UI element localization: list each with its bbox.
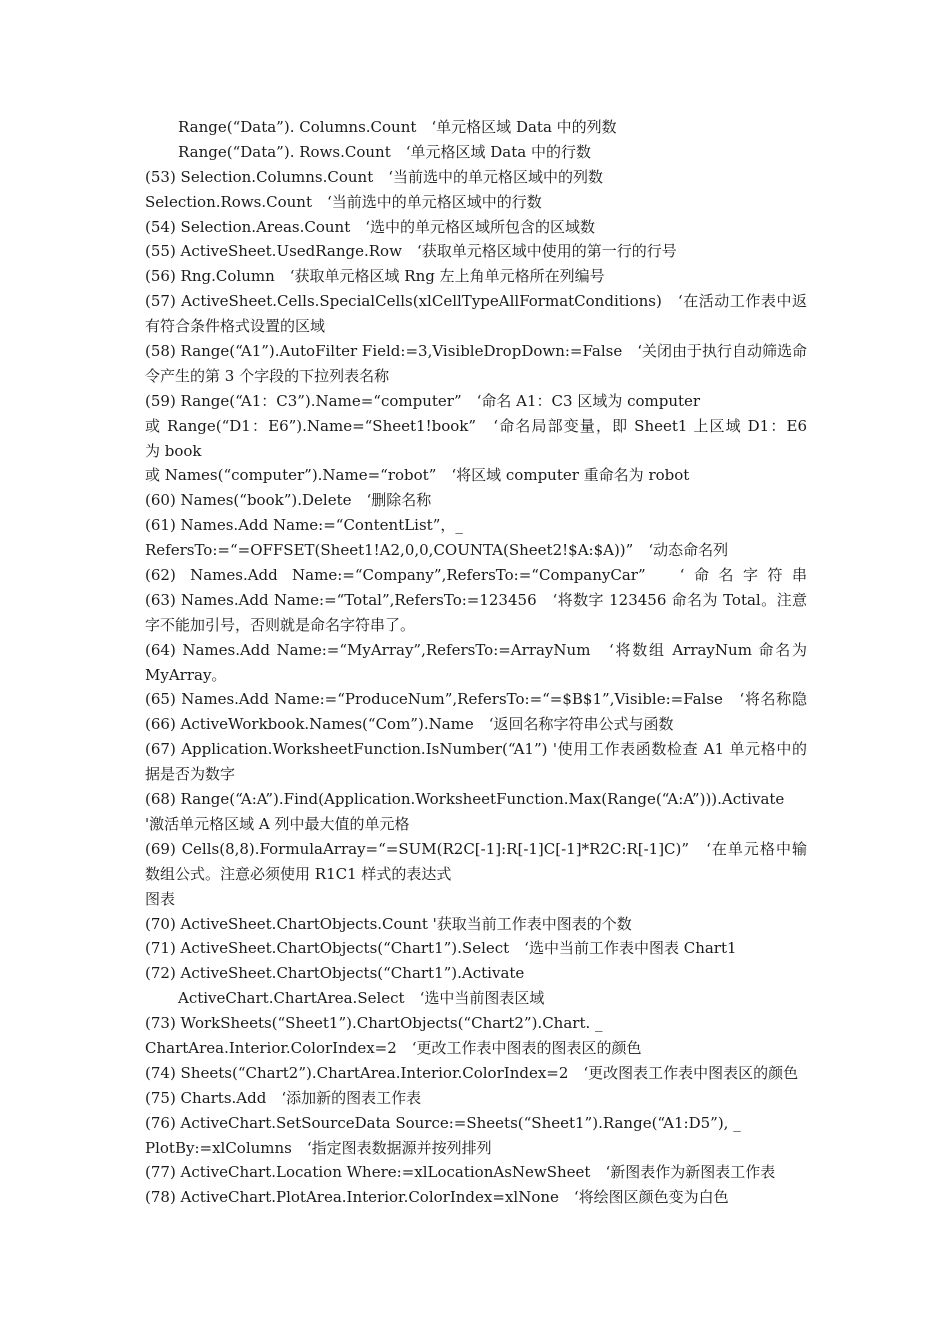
text-line: (58) Range(“A1”).AutoFilter Field:=3,VisibleDropDown:=False ‘关闭由于执行自动筛选命 bbox=[145, 342, 807, 361]
text-line: (60) Names(“book”).Delete ‘删除名称 bbox=[145, 491, 432, 510]
text-line: 据是否为数字 bbox=[145, 765, 236, 784]
text-line: ChartArea.Interior.ColorIndex=2 ‘更改工作表中图表的图表区的颜色 bbox=[145, 1038, 642, 1057]
text-line: '激活单元格区域 A 列中最大值的单元格 bbox=[145, 814, 410, 833]
text-line: (62) Names.Add Name:=“Company”,RefersTo:=“CompanyCar” ‘命名字符串 bbox=[145, 566, 807, 585]
text-line: 有符合条件格式设置的区域 bbox=[145, 317, 326, 336]
text-line: (75) Charts.Add ‘添加新的图表工作表 bbox=[145, 1088, 422, 1107]
text-line: (70) ActiveSheet.ChartObjects.Count '获取当前工作表中图表的个数 bbox=[145, 914, 632, 933]
text-line: (78) ActiveChart.PlotArea.Interior.ColorIndex=xlNone ‘将绘图区颜色变为白色 bbox=[145, 1188, 729, 1207]
document-body bbox=[145, 115, 807, 1210]
text-line: ActiveChart.ChartArea.Select ‘选中当前图表区域 bbox=[178, 989, 545, 1008]
text-line: (66) ActiveWorkbook.Names(“Com”).Name ‘返回名称字符串公式与函数 bbox=[145, 715, 674, 734]
text-line: (61) Names.Add Name:=“ContentList”，_ bbox=[145, 516, 463, 535]
text-line: (74) Sheets(“Chart2”).ChartArea.Interior.ColorIndex=2 ‘更改图表工作表中图表区的颜色 bbox=[145, 1063, 799, 1082]
text-line: Range(“Data”). Rows.Count ‘单元格区域 Data 中的行数 bbox=[178, 142, 591, 161]
text-line: (55) ActiveSheet.UsedRange.Row ‘获取单元格区域中使用的第一行的行号 bbox=[145, 242, 677, 261]
text-line: (71) ActiveSheet.ChartObjects(“Chart1”).Select ‘选中当前工作表中图表 Chart1 bbox=[145, 939, 737, 958]
text-line: (53) Selection.Columns.Count ‘当前选中的单元格区域中的列数 bbox=[145, 167, 604, 186]
text-line: (54) Selection.Areas.Count ‘选中的单元格区域所包含的区域数 bbox=[145, 217, 595, 236]
text-line: (77) ActiveChart.Location Where:=xlLocationAsNewSheet ‘新图表作为新图表工作表 bbox=[145, 1163, 776, 1182]
text-line: Selection.Rows.Count ‘当前选中的单元格区域中的行数 bbox=[145, 192, 542, 211]
text-line: (65) Names.Add Name:=“ProduceNum”,RefersTo:=“=$B$1”,Visible:=False ‘将名称隐 bbox=[145, 690, 807, 709]
text-line: 或 Names(“computer”).Name=“robot” ‘将区域 computer 重命名为 robot bbox=[145, 466, 690, 485]
text-line: 数组公式。注意必须使用 R1C1 样式的表达式 bbox=[145, 864, 452, 883]
text-line: (76) ActiveChart.SetSourceData Source:=Sheets(“Sheet1”).Range(“A1:D5”), _ bbox=[145, 1113, 741, 1132]
text-line: (68) Range(“A:A”).Find(Application.WorksheetFunction.Max(Range(“A:A”))).Activate bbox=[145, 790, 785, 809]
text-line: (69) Cells(8,8).FormulaArray=“=SUM(R2C[-1]:R[-1]C[-1]*R2C:R[-1]C)” ‘在单元格中输 bbox=[145, 839, 807, 858]
text-line: RefersTo:=“=OFFSET(Sheet1!A2,0,0,COUNTA(Sheet2!$A:$A))” ‘动态命名列 bbox=[145, 541, 729, 560]
text-line: (63) Names.Add Name:=“Total”,RefersTo:=123456 ‘将数字 123456 命名为 Total。注意 bbox=[145, 590, 807, 609]
text-line: 字不能加引号，否则就是命名字符串了。 bbox=[145, 615, 416, 634]
text-line: 或 Range(“D1：E6”).Name=“Sheet1!book” ‘命名局部变量，即 Sheet1 上区域 D1：E6 bbox=[145, 416, 807, 435]
text-line: PlotBy:=xlColumns ‘指定图表数据源并按列排列 bbox=[145, 1138, 492, 1157]
text-line: (64) Names.Add Name:=“MyArray”,RefersTo:=ArrayNum ‘将数组 ArrayNum 命名为 bbox=[145, 640, 807, 659]
text-line: MyArray。 bbox=[145, 665, 227, 684]
text-line: 图表 bbox=[145, 889, 176, 908]
text-line: (72) ActiveSheet.ChartObjects(“Chart1”).Activate bbox=[145, 964, 525, 983]
text-line: (57) ActiveSheet.Cells.SpecialCells(xlCellTypeAllFormatConditions) ‘在活动工作表中返 bbox=[145, 292, 807, 311]
text-line: (67) Application.WorksheetFunction.IsNumber(“A1”) '使用工作表函数检查 A1 单元格中的 bbox=[145, 740, 807, 759]
text-line: (73) WorkSheets(“Sheet1”).ChartObjects(“Chart2”).Chart. _ bbox=[145, 1014, 603, 1033]
text-line: 令产生的第 3 个字段的下拉列表名称 bbox=[145, 366, 390, 385]
text-line: (56) Rng.Column ‘获取单元格区域 Rng 左上角单元格所在列编号 bbox=[145, 267, 605, 286]
text-line: 为 book bbox=[145, 441, 202, 460]
text-line: Range(“Data”). Columns.Count ‘单元格区域 Data 中的列数 bbox=[178, 118, 617, 136]
text-line: (59) Range(“A1：C3”).Name=“computer” ‘命名 A1：C3 区域为 computer bbox=[145, 391, 701, 410]
